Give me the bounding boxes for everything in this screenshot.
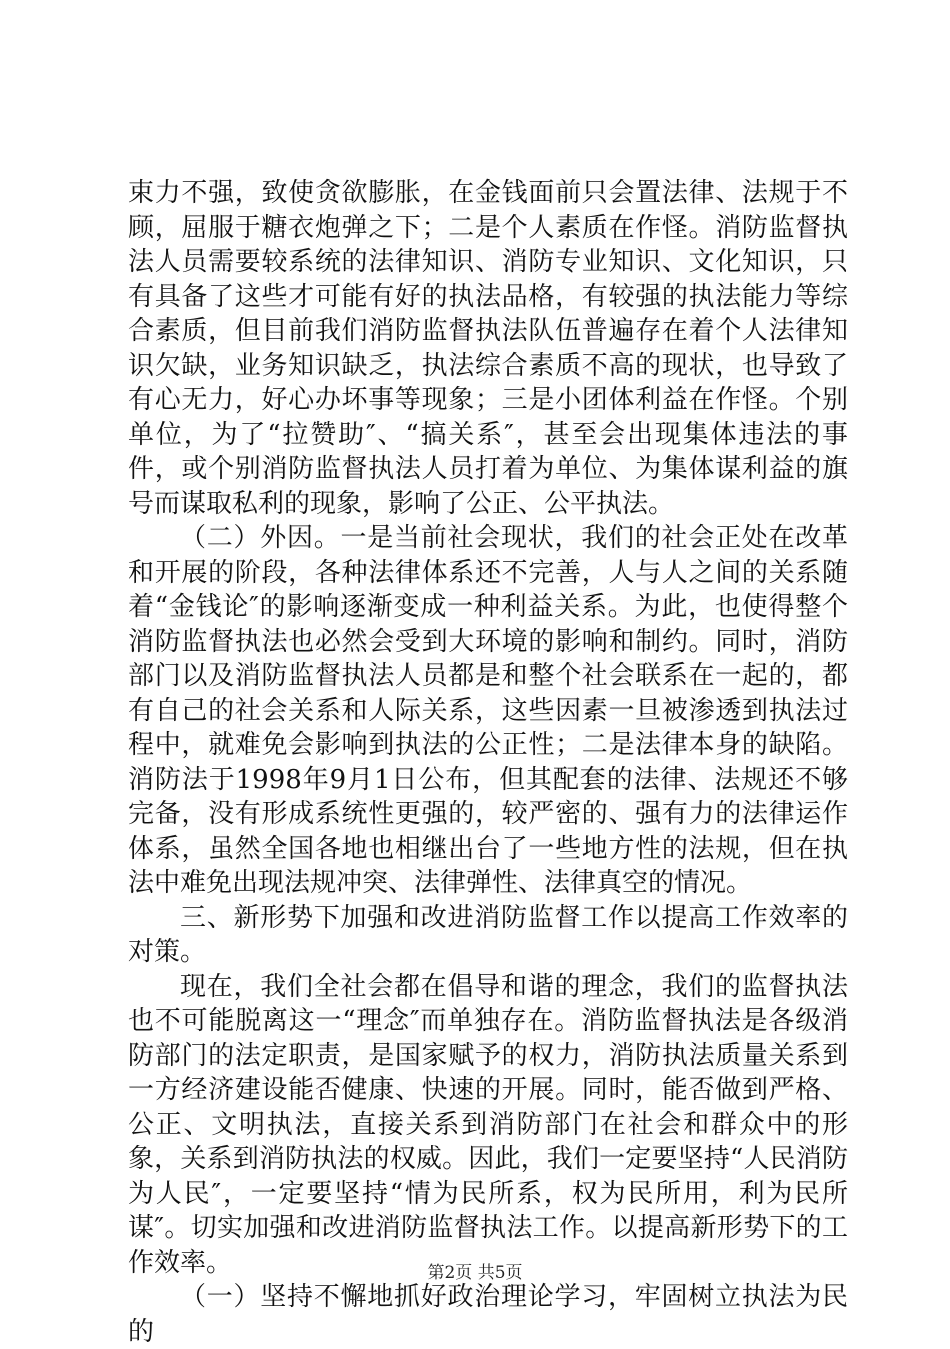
page-footer: 第2页 共5页 [427,1263,523,1283]
body-paragraph: （二）外因。一是当前社会现状，我们的社会正处在改革和开展的阶段，各种法律体系还不完善，人与人之间的关系随着“金钱论″的影响逐渐变成一种利益关系。为此，也使得整个消防监督执法也必然会受到大环境的影响和制约。同时，消防部门以及消防监督执法人员都是和整个社会联系在一起的，都有自己的社会关系和人际关系，这些因素一旦被渗透到执法过程中，就难免会影响到执法的公正性；二是法律本身的缺陷。消防法于1998年9月1日公布，但其配套的法律、法规还不够完备，没有形成系统性更强的，较严密的、强有力的法律运作体系，虽然全国各地也相继出台了一些地方性的法规，但在执法中难免出现法规冲突、法律弹性、法律真空的情况。 [128,523,848,898]
subsection-heading: （一）坚持不懈地抓好政治理论学习，牢固树立执法为民的 [128,1282,848,1347]
body-paragraph: 束力不强，致使贪欲膨胀，在金钱面前只会置法律、法规于不顾，屈服于糖衣炮弹之下；二是个人素质在作怪。消防监督执法人员需要较系统的法律知识、消防专业知识、文化知识，只有具备了这些才可能有好的执法品格，有较强的执法能力等综合素质，但目前我们消防监督执法队伍普遍存在着个人法律知识欠缺，业务知识缺乏，执法综合素质不高的现状，也导致了有心无力，好心办坏事等现象；三是小团体利益在作怪。个别单位，为了“拉赞助″、“搞关系″，甚至会出现集体违法的事件，或个别消防监督执法人员打着为单位、为集体谋利益的旗号而谋取私利的现象，影响了公正、公平执法。 [128,178,848,519]
document-body [128,176,848,1349]
body-paragraph: 现在，我们全社会都在倡导和谐的理念，我们的监督执法也不可能脱离这一“理念″而单独存在。消防监督执法是各级消防部门的法定职责，是国家赋予的权力，消防执法质量关系到一方经济建设能否健康、快速的开展。同时，能否做到严格、公正、文明执法，直接关系到消防部门在社会和群众中的形象，关系到消防执法的权威。因此，我们一定要坚持“人民消防为人民″，一定要坚持“情为民所系，权为民所用，利为民所谋″。切实加强和改进消防监督执法工作。以提高新形势下的工作效率。 [128,971,848,1278]
section-heading: 三、新形势下加强和改进消防监督工作以提高工作效率的对策。 [128,902,848,967]
